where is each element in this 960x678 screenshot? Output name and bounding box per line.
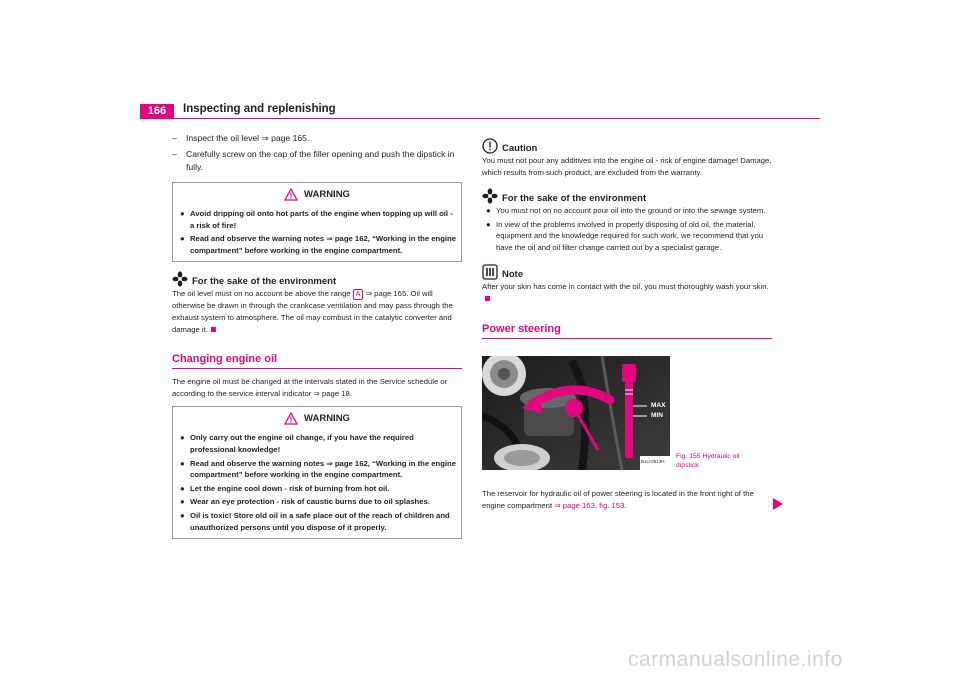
left-column [172,132,462,539]
env-text-start: The oil level must on no account be above the range [172,289,353,299]
section-intro: The engine oil must be changed at the intervals stated in the Service schedule or according to the service interval indicator ⇒ page 18. [172,377,448,398]
max-label: MAX [651,402,666,409]
note-text [482,281,772,304]
end-marker [211,327,216,332]
warning-heading [173,183,461,205]
page-number: 166 [140,104,174,118]
warning-item-text: Read and observe the warning notes ⇒ page 162, “Working in the engine compartment” before working in the engine compartment. [190,234,457,255]
warning-triangle-icon [284,188,298,201]
image-code: B1U-0513H [641,459,665,464]
figure-caption [676,452,766,470]
bullet-dot: ● [180,483,185,493]
warning-item [176,233,459,256]
env-text-end: ⇒ page 165. Oil will otherwise be drawn in through the crankcase ventilation and may pass through the exhaust system to atmosphere. The oil may combust in the catalytic converter and damage it. [172,289,453,334]
next-page-arrow-icon[interactable] [773,498,783,510]
power-steering-text [482,488,772,511]
warning-box [172,406,462,539]
header-rule [140,118,820,119]
environment-item [482,219,772,254]
flower-icon [172,271,188,287]
warning-triangle-icon [284,412,298,425]
warning-item-text: Only carry out the engine oil change, if you have the required professional knowledge! [190,433,414,454]
hydraulic-oil-figure [482,356,670,470]
flower-icon [482,188,498,204]
warning-item [176,483,459,495]
environment-item-text: You must not on no account pour oil into the ground or into the sewage system. [496,206,766,216]
section-heading: Changing engine oil [172,353,462,369]
warning-body [173,429,461,538]
page-ref[interactable]: ⇒ page 165. [261,133,310,143]
warning-item-text: Oil is toxic! Store old oil in a safe place out of the reach of children and unauthorized persons until you dispose of it properly. [190,510,450,532]
warning-body [173,205,461,261]
power-text: The reservoir for hydraulic oil of power steering is located in the front right of the engine compartment [482,489,754,510]
step-item [172,148,462,174]
min-label: MIN [651,412,663,419]
bullet-dot: ● [180,510,185,520]
caution-heading [482,138,772,154]
step-text: Carefully screw on the cap of the filler opening and push the dipstick in fully. [186,149,455,172]
section-heading: Power steering [482,323,772,339]
warning-item [176,510,459,533]
environment-title: For the sake of the environment [192,276,337,288]
caution-title: Caution [502,143,538,154]
environment-heading [172,271,462,287]
bullet-dot: ● [180,234,185,244]
warning-item-text: Read and observe the warning notes ⇒ page 162, “Working in the engine compartment” before working in the engine compartment. [190,458,457,480]
bullet-dot: ● [486,219,491,229]
bullet-dot: ● [180,433,185,443]
header-title: Inspecting and replenishing [183,103,336,115]
warning-item [176,496,459,508]
caution-icon [482,138,498,154]
caption-line: Fig. 155 Hydraulic oil [676,453,740,460]
power-text-end: . [624,500,627,510]
environment-item [482,205,772,217]
engine-illustration [482,356,670,470]
note-heading [482,264,772,280]
warning-item [176,432,459,455]
dash-marker: – [172,149,177,159]
caution-text: You must not pour any additives into the engine oil - risk of engine damage! Damage, which results from such product, are excluded from the warranty. [482,156,772,177]
watermark: carmanualsonline.info [628,648,843,671]
bullet-dot: ● [180,497,185,507]
range-code-badge: A [353,289,364,300]
page-link[interactable]: ⇒ page 163, fig. 153 [554,500,625,510]
warning-heading [173,407,461,429]
step-item [172,132,462,145]
warning-item [176,208,459,231]
caption-line: dipstick [676,462,699,469]
warning-title: WARNING [304,412,350,424]
bullet-dot: ● [486,206,491,216]
environment-title: For the sake of the environment [502,193,647,205]
note-text-content: After your skin has come in contact with the oil, you must thoroughly wash your skin. [482,281,769,291]
warning-item-text: Let the engine cool down - risk of burning from hot oil. [190,483,390,493]
note-icon [482,264,498,280]
warning-box [172,182,462,262]
environment-heading [482,188,772,204]
warning-item [176,458,459,481]
warning-item-text: Avoid dripping oil onto hot parts of the engine when topping up will oil - a risk of fire! [190,209,453,230]
end-marker [485,296,490,301]
step-text: Inspect the oil level [186,133,262,143]
environment-text [172,288,462,335]
note-title: Note [502,268,524,280]
warning-item-text: Wear an eye protection - risk of caustic burns due to oil splashes. [190,497,430,507]
right-column [482,138,772,346]
warning-title: WARNING [304,188,350,200]
bullet-dot: ● [180,209,185,218]
environment-item-text: In view of the problems involved in properly disposing of old oil, the material, equipment and the knowledge required for such work, we recommend that you have the oil and oil filter change carried out by a specialist garage. [496,219,764,252]
bullet-dot: ● [180,458,185,468]
dash-marker: – [172,133,177,143]
